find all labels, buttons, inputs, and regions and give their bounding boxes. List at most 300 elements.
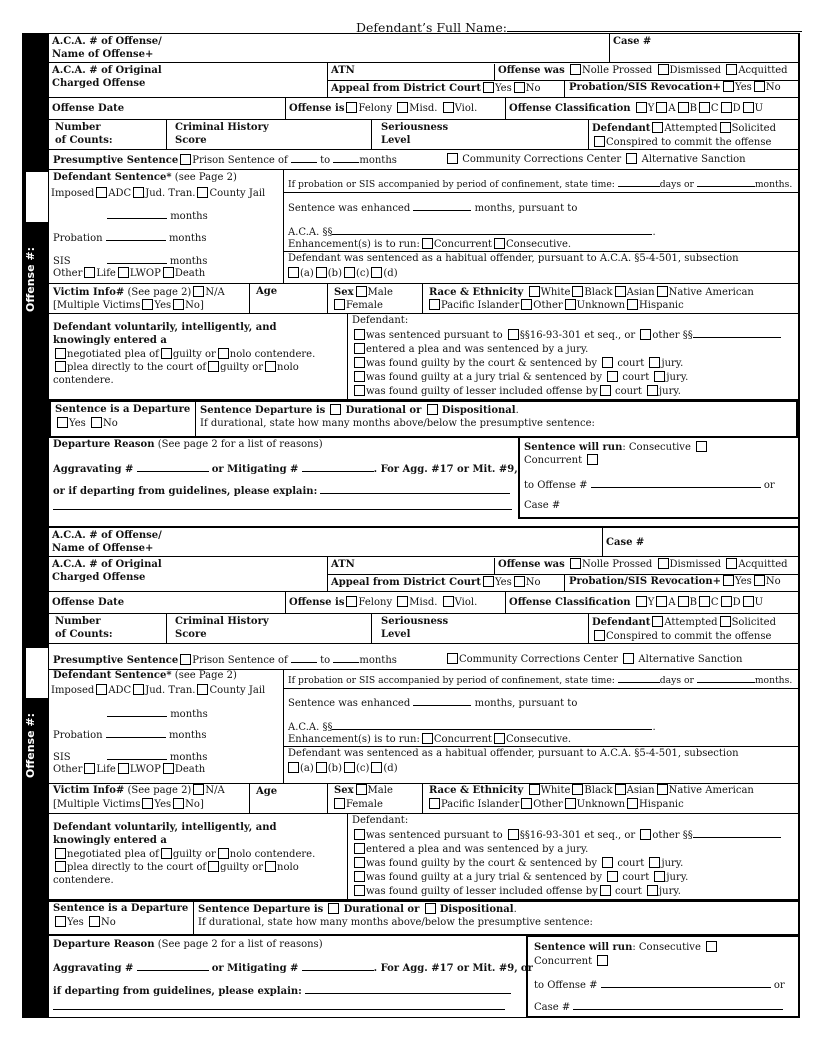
felony-label: Felony [358,597,393,608]
form-field-group [534,941,718,955]
probation-label: Probation [53,233,103,244]
form-cell [422,784,798,813]
found-court-label: was found guilty by the court & sentenced by [366,358,598,369]
blank-fill-line[interactable] [320,484,510,494]
checkbox[interactable] [422,238,433,249]
sub-a-label: (a) [300,268,314,279]
checkbox[interactable] [640,329,651,340]
class-d-label: D [732,103,741,114]
checkbox[interactable] [654,871,665,882]
checkbox[interactable] [721,596,732,607]
defendant-full-name-field[interactable] [507,20,802,32]
form-field-group [107,209,208,224]
form-row [49,400,798,438]
offense-side-bar [23,34,49,526]
offense-class-label: Offense Classification [509,103,631,114]
misd-label: Misd. [409,103,438,114]
checkbox[interactable] [55,848,66,859]
checkbox[interactable] [652,616,663,627]
concurrent-c-label: Concurrent [524,455,583,466]
checkbox[interactable] [55,348,66,359]
checkbox[interactable] [330,404,341,415]
form-field-group [334,286,393,300]
offense-class-label: Offense Classification [509,597,631,608]
blank-fill-line[interactable] [305,984,511,994]
checkbox[interactable] [594,630,605,641]
to-offense-label: to Offense # [534,980,598,991]
voluntarily1-label: Defendant voluntarily, intelligently, and [53,822,277,833]
checkbox[interactable] [397,596,408,607]
sentenced-pursuant-label: was sentenced pursuant to [366,830,503,841]
checkbox[interactable] [354,871,365,882]
form-cell: Sentence Departure is Durational or Dispositional. If durational, state how many months above/below the presumptive sentence: [195,402,796,436]
checkbox[interactable] [514,576,525,587]
atn-label: ATN [331,559,355,570]
female-label: Female [346,799,383,810]
checkbox[interactable] [636,596,647,607]
blank-fill-line[interactable] [107,209,167,219]
blank-fill-line[interactable] [697,673,755,683]
departure-type-label: Sentence Departure is [200,405,326,416]
checkbox[interactable] [723,575,734,586]
checkbox[interactable] [696,441,707,452]
form-field-group [334,784,393,798]
consecutive-label: Consecutive. [505,734,572,745]
checkbox[interactable] [197,187,208,198]
checkbox[interactable] [594,136,605,147]
checkbox[interactable] [288,762,299,773]
checkbox[interactable] [720,616,731,627]
checkbox[interactable] [654,371,665,382]
negotiated-label: negotiated plea of [67,348,159,360]
days-or-label: days or [659,179,694,190]
form-field-group [445,653,742,667]
native-label: Native American [668,785,754,796]
checkbox[interactable] [265,861,276,872]
checkbox[interactable] [726,64,737,75]
multiple-victims-label: [Multiple Victims [53,300,141,311]
blank-fill-line[interactable] [332,720,652,730]
checkbox[interactable] [218,848,229,859]
checkbox[interactable] [743,596,754,607]
form-field-group [288,733,571,747]
checkbox[interactable] [699,596,710,607]
checkbox[interactable] [371,267,382,278]
checkbox[interactable] [647,385,658,396]
checkbox[interactable] [354,371,365,382]
checkbox[interactable] [607,371,618,382]
checkbox[interactable] [678,102,689,113]
checkbox[interactable] [346,102,357,113]
checkbox[interactable] [55,361,66,372]
checkbox[interactable] [57,417,68,428]
checkbox[interactable] [483,82,494,93]
checkbox[interactable] [627,798,638,809]
form-row [49,670,798,784]
victim-info-label: Victim Info# [53,287,125,298]
checkbox[interactable] [142,299,153,310]
checkbox[interactable] [565,299,576,310]
death-label: Death [174,268,206,279]
form-field-group [53,153,397,168]
checkbox[interactable] [570,64,581,75]
ccc-label: Community Corrections Center [459,654,619,665]
checkbox[interactable] [346,596,357,607]
blank-fill-line[interactable] [106,231,166,241]
checkbox[interactable] [91,417,102,428]
blank-fill-line[interactable] [302,462,374,472]
blank-fill-line[interactable] [106,728,166,738]
jury-label: jury. [666,372,689,383]
level-label: Level [381,628,411,640]
form-cell [49,814,347,899]
form-cell [49,528,602,556]
checkbox[interactable] [354,357,365,368]
class-b-label: B [689,103,697,114]
checkbox[interactable] [726,558,737,569]
checkbox[interactable] [84,763,95,774]
voluntarily2-label: knowingly entered a [53,334,167,346]
checkbox[interactable] [607,871,618,882]
checkbox[interactable] [397,102,408,113]
form-field-group [284,746,798,747]
checkbox[interactable] [657,286,668,297]
form-cell [49,902,193,934]
blank-fill-line[interactable] [693,828,781,838]
checkbox[interactable] [656,102,667,113]
checkbox[interactable] [193,286,204,297]
checkbox[interactable] [354,857,365,868]
presumptive-label: Presumptive Sentence [53,155,179,166]
checkbox[interactable] [173,798,184,809]
checkbox[interactable] [657,784,668,795]
na-label: N/A [205,785,225,796]
checkbox[interactable] [208,861,219,872]
nolle-label: Nolle Prossed [581,559,653,570]
enh-run-label: Enhancement(s) is to run: [288,239,420,250]
checkbox[interactable] [163,267,174,278]
checkbox[interactable] [180,154,191,165]
checkbox[interactable] [521,299,532,310]
checkbox[interactable] [197,684,208,695]
months-label: months [168,730,207,741]
checkbox[interactable] [429,798,440,809]
charged-offense-label: Charged Offense [52,77,146,89]
guilty-or2-label: guilty or [220,362,264,374]
blank-fill-line[interactable] [107,707,167,717]
checkbox[interactable] [354,885,365,896]
habitual-label: Defendant was sentenced as a habitual offender, pursuant to A.C.A. §5-4-501, subsection [288,253,739,264]
checkbox[interactable] [427,404,438,415]
form-cell [49,438,518,517]
form-field-group [284,688,798,689]
yes-label: Yes [735,576,752,587]
checkbox[interactable] [602,357,613,368]
checkbox[interactable] [142,798,153,809]
form-cell [49,284,249,313]
checkbox[interactable] [597,955,608,966]
of-counts-label: of Counts: [55,134,113,146]
checkbox[interactable] [508,829,519,840]
jury-label: jury. [661,858,684,869]
form-field-group [53,798,204,812]
checkbox[interactable] [570,558,581,569]
hispanic-label: Hispanic [639,300,684,311]
form-field-group [53,172,237,185]
checkbox[interactable] [89,916,100,927]
checkbox[interactable] [508,329,519,340]
checkbox[interactable] [344,267,355,278]
form-cell [49,670,283,783]
if-durational-label: If durational, state how many months above/below the presumptive sentence: [198,916,593,928]
race-label: Race & Ethnicity [429,287,524,298]
checkbox[interactable] [354,385,365,396]
checkbox[interactable] [133,187,144,198]
checkbox[interactable] [55,916,66,927]
checkbox[interactable] [422,733,433,744]
checkbox[interactable] [316,762,327,773]
checkbox[interactable] [649,857,660,868]
checkbox[interactable] [84,267,95,278]
checkbox[interactable] [118,763,129,774]
atn-label: ATN [331,65,355,76]
see-page2-cap-label: (see Page 2) [174,670,237,681]
departure-reason-label: Departure Reason [53,939,155,950]
offense-number-box[interactable] [26,648,48,698]
concurrent-label: Concurrent [433,734,492,745]
found-court-label: was found guilty by the court & sentenced by [366,858,598,869]
checkbox[interactable] [133,684,144,695]
blank-fill-line[interactable] [107,750,167,760]
checkbox[interactable] [354,843,365,854]
checkbox[interactable] [494,238,505,249]
months-label: months [359,155,397,166]
checkbox[interactable] [754,81,765,92]
checkbox[interactable] [626,153,637,164]
checkbox[interactable] [328,903,339,914]
offense-number-box[interactable] [26,172,48,222]
blank-fill-line[interactable] [413,696,471,706]
checkbox[interactable] [161,348,172,359]
months-label: months [359,655,397,666]
form-row [49,63,798,98]
consecutive-c2-label: : Consecutive [632,942,701,953]
blank-fill-line[interactable] [291,153,317,163]
court-label: court [614,386,642,397]
will-run-label: Sentence will run [524,442,623,453]
sis-label: SIS [53,752,71,763]
plea-direct-label: plea directly to the court of [67,862,207,874]
imposed-label: Imposed [51,685,95,696]
checkbox[interactable] [425,903,436,914]
defendant-colon-label: Defendant: [352,815,409,826]
checkbox[interactable] [647,885,658,896]
checkbox[interactable] [754,575,765,586]
court-label: court [617,358,645,369]
pursuant-to-label: months, pursuant to [474,698,578,709]
nolo2-label: nolo [277,362,299,374]
defendant-label: Defendant [592,617,651,628]
checkbox[interactable] [615,784,626,795]
form-field-group: A.C.A. §§ . [288,227,656,238]
no-label: No [525,83,541,94]
checkbox[interactable] [208,361,219,372]
contendere-label: contendere. [53,375,114,387]
form-row [49,900,798,936]
checkbox[interactable] [743,102,754,113]
checkbox[interactable] [429,299,440,310]
checkbox[interactable] [600,385,611,396]
months-label: months [169,256,208,267]
defendant-colon-label: Defendant: [352,315,409,326]
acquitted-label: Acquitted [738,559,788,570]
checkbox[interactable] [173,299,184,310]
checkbox[interactable] [615,286,626,297]
jury-label: jury. [661,358,684,369]
checkbox[interactable] [344,762,355,773]
checkbox[interactable] [627,299,638,310]
aca-offense-label: A.C.A. # of Offense/ [52,530,162,541]
blank-fill-line[interactable] [697,177,755,187]
blank-fill-line[interactable] [601,978,771,988]
checkbox[interactable] [354,829,365,840]
blank-fill-line[interactable] [618,673,660,683]
checkbox[interactable] [649,357,660,368]
yes-label: Yes [494,577,512,588]
departure-reason-label: Departure Reason [53,439,155,450]
form-field-group [53,1002,505,1010]
form-cell [49,34,609,62]
form-field-group [331,65,355,78]
checkbox[interactable] [161,848,172,859]
blank-fill-line[interactable] [291,653,317,663]
dismissed-label: Dismissed [669,559,722,570]
checkbox[interactable] [623,653,634,664]
checkbox[interactable] [514,82,525,93]
checkbox[interactable] [521,798,532,809]
sub-c-label: (c) [355,763,370,774]
blank-fill-line[interactable] [413,201,471,211]
checkbox[interactable] [640,829,651,840]
checkbox[interactable] [720,122,731,133]
class-c-label: C [710,103,719,114]
seriousness-label: Seriousness [381,616,449,627]
checkbox[interactable] [218,348,229,359]
concurrent-c-label: Concurrent [534,956,593,967]
contendere-label: contendere. [53,875,114,887]
checkbox[interactable] [721,102,732,113]
checkbox[interactable] [55,861,66,872]
blank-fill-line[interactable] [618,177,660,187]
checkbox[interactable] [483,576,494,587]
na-label: N/A [205,287,225,298]
months-label: months [170,709,208,720]
checkbox[interactable] [494,733,505,744]
form-field-group [53,231,207,246]
jury-label: jury. [659,886,681,897]
yes-label: Yes [69,417,86,429]
score-label: Score [175,134,207,146]
blank-fill-line[interactable] [137,462,209,472]
checkbox[interactable] [288,267,299,278]
checkbox[interactable] [706,941,717,952]
form-field-group [53,267,205,281]
checkbox[interactable] [96,684,107,695]
checkbox[interactable] [334,798,345,809]
checkbox[interactable] [652,122,663,133]
checkbox[interactable] [658,558,669,569]
enhanced-label: Sentence was enhanced [288,203,411,214]
charged-offense-label: Charged Offense [52,571,146,583]
blank-fill-line[interactable] [591,478,761,488]
checkbox[interactable] [656,596,667,607]
checkbox[interactable] [658,64,669,75]
checkbox[interactable] [565,798,576,809]
checkbox[interactable] [723,81,734,92]
checkbox[interactable] [354,329,365,340]
checkbox[interactable] [600,885,611,896]
score-label: Score [175,628,207,640]
no-label: No [100,916,116,928]
checkbox[interactable] [356,286,367,297]
checkbox[interactable] [334,299,345,310]
form-field-group [51,187,265,201]
checkbox[interactable] [96,187,107,198]
checkbox[interactable] [443,596,454,607]
will-run-label: Sentence will run [534,942,633,953]
checkbox[interactable] [572,286,583,297]
checkbox[interactable] [447,653,458,664]
checkbox[interactable] [163,763,174,774]
checkbox[interactable] [354,343,365,354]
form-cell [51,402,195,436]
checkbox[interactable] [118,267,129,278]
form-row [49,557,798,592]
checkbox[interactable] [529,286,540,297]
blank-fill-line[interactable] [107,254,167,264]
checkbox[interactable] [265,361,276,372]
checkbox[interactable] [602,857,613,868]
checkbox[interactable] [529,784,540,795]
blank-fill-line[interactable] [137,961,209,971]
death-label: Death [174,764,206,775]
checkbox[interactable] [356,784,367,795]
blank-fill-line[interactable] [693,328,781,338]
checkbox[interactable] [193,784,204,795]
checkbox[interactable] [572,784,583,795]
checkbox[interactable] [316,267,327,278]
blank-fill-line[interactable] [302,961,374,971]
checkbox[interactable] [678,596,689,607]
viol-label: Viol. [454,103,478,114]
checkbox[interactable] [587,454,598,465]
native-label: Native American [668,287,754,298]
sub-b-label: (b) [327,268,342,279]
checkbox[interactable] [699,102,710,113]
blank-fill-line[interactable] [573,1000,783,1010]
form-field-group [53,961,533,976]
checkbox[interactable] [447,153,458,164]
checkbox[interactable] [371,762,382,773]
checkbox[interactable] [636,102,647,113]
form-field-group [427,299,684,313]
checkbox[interactable] [180,654,191,665]
blank-fill-line[interactable] [333,153,359,163]
form-cell: Sentence Departure is Durational or Dispositional. If durational, state how many months above/below the presumptive sentence: [193,902,798,934]
blank-fill-line[interactable] [333,653,359,663]
checkbox[interactable] [443,102,454,113]
blank-fill-line[interactable] [332,225,652,235]
